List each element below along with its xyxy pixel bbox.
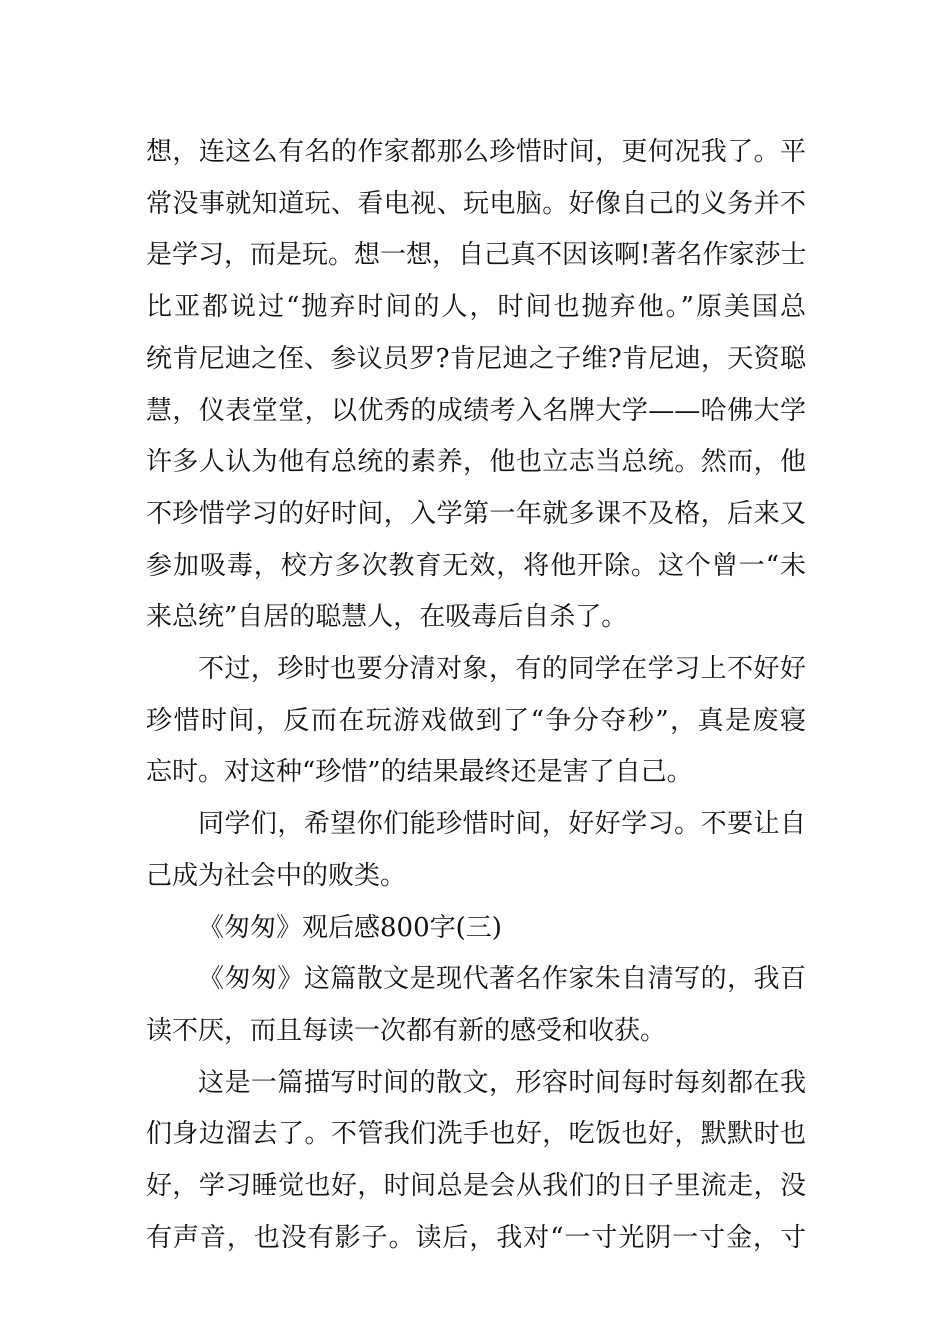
text-line: 是学习，而是玩。想一想，自己真不因该啊!著名作家莎士 bbox=[146, 240, 807, 271]
section-heading: 《匆匆》观后感800字(三) bbox=[198, 912, 502, 943]
text-line: 忘时。对这种“珍惜”的结果最终还是害了自己。 bbox=[146, 757, 693, 788]
text-line: 统肯尼迪之侄、参议员罗?肯尼迪之子维?肯尼迪，天资聪 bbox=[146, 343, 806, 374]
text-line: 珍惜时间，反而在玩游戏做到了“争分夺秒”，真是废寝 bbox=[146, 705, 806, 736]
text-line: 常没事就知道玩、看电视、玩电脑。好像自己的义务并不 bbox=[146, 188, 806, 219]
text-line: 己成为社会中的败类。 bbox=[146, 860, 407, 891]
text-line: 参加吸毒，校方多次教育无效，将他开除。这个曾一“未 bbox=[146, 550, 806, 581]
text-line: 读不厌，而且每读一次都有新的感受和收获。 bbox=[146, 1015, 667, 1046]
text-line: 有声音，也没有影子。读后，我对“一寸光阴一寸金，寸 bbox=[146, 1222, 806, 1253]
text-line: 不过，珍时也要分清对象，有的同学在学习上不好好 bbox=[198, 654, 806, 684]
text-line: 许多人认为他有总统的素养，他也立志当总统。然而，他 bbox=[146, 447, 806, 478]
text-line: 比亚都说过“抛弃时间的人，时间也抛弃他。”原美国总 bbox=[146, 292, 806, 323]
text-line: 想，连这么有名的作家都那么珍惜时间，更何况我了。平 bbox=[146, 137, 806, 167]
text-line: 不珍惜学习的好时间，入学第一年就多课不及格，后来又 bbox=[146, 498, 806, 529]
text-line: 们身边溜去了。不管我们洗手也好，吃饭也好，默默时也 bbox=[146, 1119, 806, 1150]
text-line: 《匆匆》这篇散文是现代著名作家朱自清写的，我百 bbox=[198, 964, 806, 995]
text-line: 好，学习睡觉也好，时间总是会从我们的日子里流走，没 bbox=[146, 1171, 806, 1201]
text-line: 慧，仪表堂堂，以优秀的成绩考入名牌大学——哈佛大学 bbox=[146, 395, 806, 426]
text-line: 这是一篇描写时间的散文，形容时间每时每刻都在我 bbox=[198, 1067, 806, 1098]
text-line: 来总统”自居的聪慧人，在吸毒后自杀了。 bbox=[146, 602, 628, 633]
text-line: 同学们，希望你们能珍惜时间，好好学习。不要让自 bbox=[198, 809, 806, 840]
